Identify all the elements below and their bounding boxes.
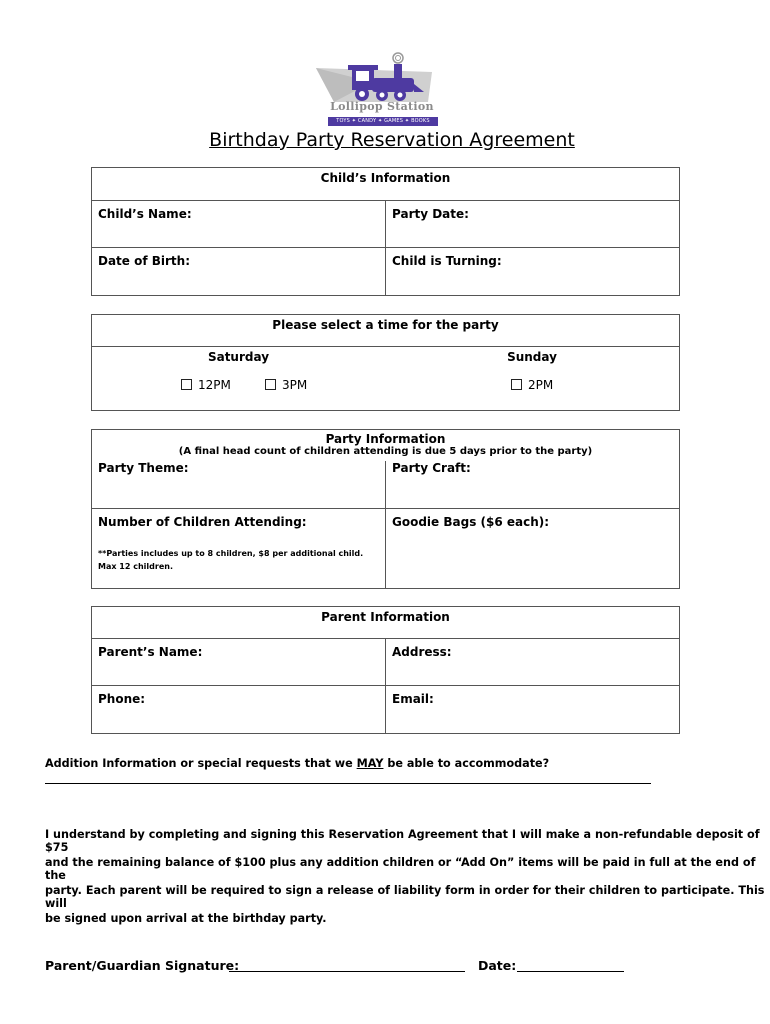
party-theme-field[interactable] [92, 461, 386, 509]
time-select-table [91, 314, 680, 411]
agreement-line-2: and the remaining balance of $100 plus any addition children or “Add On” items will be paid in full at the end of the [45, 856, 756, 882]
child-turning-field[interactable] [386, 248, 680, 296]
parent-name-label: Parent’s Name: [98, 645, 203, 659]
checkbox-icon[interactable] [511, 379, 522, 390]
child-name-field[interactable] [92, 201, 386, 248]
agreement-line-3: party. Each parent will be required to sign a release of liability form in order for their children to participate. This will [45, 884, 765, 910]
email-label: Email: [392, 692, 434, 706]
party-theme-label: Party Theme: [98, 460, 189, 475]
party-craft-field[interactable] [386, 461, 680, 509]
logo-tagline: TOYS ✦ CANDY ✦ GAMES ✦ BOOKS [328, 117, 438, 126]
party-info-subheader: (A final head count of children attending is due 5 days prior to the party) [178, 446, 593, 457]
saturday-cell [92, 347, 386, 411]
saturday-label: Saturday [207, 350, 270, 364]
saturday-12pm-option[interactable]: 12PM [181, 378, 231, 392]
party-craft-label: Party Craft: [392, 460, 471, 475]
lollipop-station-logo [312, 50, 452, 128]
date-label: Date: [478, 958, 517, 973]
party-note-line2: Max 12 children. [98, 562, 173, 571]
child-name-label: Child’s Name: [98, 207, 192, 221]
party-date-field[interactable] [386, 201, 680, 248]
agreement-line-4: be signed upon arrival at the birthday party. [45, 912, 327, 925]
party-date-label: Party Date: [392, 207, 469, 221]
phone-field[interactable] [92, 686, 386, 734]
children-attending-field[interactable] [92, 509, 386, 589]
additional-info-question: Addition Information or special requests that we MAY be able to accommodate? [45, 757, 550, 770]
parent-info-header: Parent Information [92, 607, 680, 639]
child-info-header: Child’s Information [92, 168, 680, 201]
signature-label: Parent/Guardian Signature: [45, 958, 240, 973]
document-title: Birthday Party Reservation Agreement [209, 129, 575, 151]
email-field[interactable] [386, 686, 680, 734]
address-field[interactable] [386, 639, 680, 686]
address-label: Address: [392, 645, 452, 659]
phone-label: Phone: [98, 692, 146, 706]
parent-name-field[interactable] [92, 639, 386, 686]
parent-info-table [91, 606, 680, 734]
sunday-label: Sunday [507, 350, 557, 364]
child-info-table [91, 167, 680, 296]
party-info-table [91, 429, 680, 589]
dob-field[interactable] [92, 248, 386, 296]
checkbox-icon[interactable] [181, 379, 192, 390]
checkbox-icon[interactable] [265, 379, 276, 390]
party-info-header: Party Information (A final head count of children attending is due 5 days prior to the party) [92, 430, 680, 461]
agreement-line-1: I understand by completing and signing this Reservation Agreement that I will make a non-refundable deposit of $75 [45, 828, 760, 854]
time-select-header: Please select a time for the party [92, 315, 680, 347]
dob-label: Date of Birth: [98, 254, 191, 268]
logo-name: Lollipop Station [330, 100, 434, 113]
goodie-bags-field[interactable] [386, 509, 680, 589]
child-turning-label: Child is Turning: [392, 254, 502, 268]
date-line[interactable] [517, 971, 624, 972]
goodie-bags-label: Goodie Bags ($6 each): [392, 515, 550, 529]
sunday-2pm-option[interactable]: 2PM [511, 378, 553, 392]
additional-info-line[interactable] [45, 783, 651, 784]
party-note-line1: **Parties includes up to 8 children, $8 per additional child. [98, 549, 364, 558]
children-attending-label: Number of Children Attending: [98, 515, 307, 529]
sunday-cell [385, 347, 680, 411]
signature-line[interactable] [229, 971, 465, 972]
saturday-3pm-option[interactable]: 3PM [265, 378, 307, 392]
